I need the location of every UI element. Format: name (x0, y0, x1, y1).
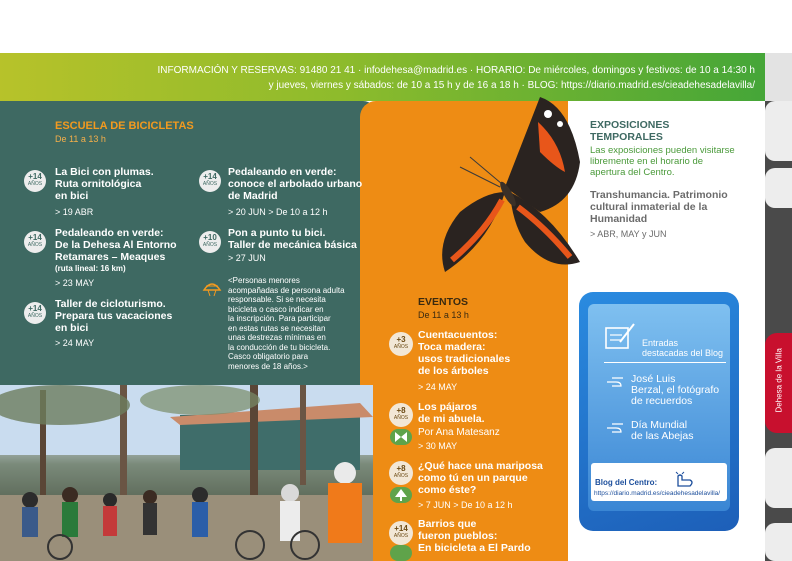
age-badge: +14 AÑOS (24, 231, 46, 253)
side-tab-4[interactable] (765, 523, 792, 561)
age-badge: +8 AÑOS (389, 461, 413, 485)
pointing-hand-icon (606, 376, 624, 388)
evento-2-title[interactable]: Los pájaros de mi abuela. (418, 401, 485, 425)
photo-illustration (0, 385, 373, 561)
blog-footer-url[interactable]: https://diario.madrid.es/cieadehesadelavilla/ (594, 490, 721, 497)
evento-3-date: > 7 JUN > De 10 a 12 h (418, 500, 513, 510)
eventos-subtitle: De 11 a 13 h (418, 310, 469, 320)
exposicion-date: > ABR, MAY y JUN (590, 229, 667, 239)
escuela-item-2-date: > 23 MAY (55, 278, 95, 288)
eventos-title: EVENTOS (418, 296, 468, 308)
escuela-item-4-date: > 20 JUN > De 10 a 12 h (228, 207, 328, 217)
bicycle-icon (390, 545, 412, 561)
notebook-pen-icon (604, 322, 636, 352)
side-tab-2[interactable] (765, 168, 792, 208)
age-badge: +8 AÑOS (389, 403, 413, 427)
evento-1-title[interactable]: Cuentacuentos: Toca madera: usos tradicionales de los árboles (418, 329, 511, 377)
side-tab-label: Dehesa de la Villa (774, 348, 784, 413)
side-tab-3[interactable] (765, 448, 792, 508)
evento-4-title[interactable]: Barrios que fueron pueblos: En bicicleta a El Pardo (418, 518, 531, 554)
blog-header: Entradas destacadas del Blog (642, 338, 724, 358)
escuela-item-1-date: > 19 ABR (55, 207, 94, 217)
evento-2-date: > 30 MAY (418, 441, 458, 451)
age-badge: +3 AÑOS (389, 332, 413, 356)
age-badge: +14 AÑOS (199, 170, 221, 192)
age-badge: +10 AÑOS (199, 231, 221, 253)
side-strip (765, 53, 792, 561)
age-badge: +14 AÑOS (24, 170, 46, 192)
exposiciones-title: EXPOSICIONES TEMPORALES (590, 119, 670, 143)
click-hand-icon (672, 470, 696, 488)
exposicion-title[interactable]: Transhumancia. Patrimonio cultural inmaterial de la Humanidad (590, 189, 728, 225)
info-line-2: y jueves, viernes y sábados: de 10 a 15 h y de 16 a 18 h · BLOG: https://diario.madrid.es/cieadehesadelavilla/ (268, 80, 755, 91)
bicycle-helmet-icon (202, 278, 222, 298)
escuela-title: ESCUELA DE BICICLETAS (55, 120, 194, 132)
side-tab-1[interactable] (765, 101, 792, 161)
escuela-subtitle: De 11 a 13 h (55, 134, 106, 144)
exposiciones-text: Las exposiciones pueden visitarse libremente en el horario de apertura del Centro. (590, 145, 735, 178)
escuela-item-5-title[interactable]: Pon a punto tu bici. Taller de mecánica básica (228, 227, 357, 251)
butterfly-illustration (430, 92, 590, 277)
blog-divider (604, 362, 726, 363)
info-line-1: INFORMACIÓN Y RESERVAS: 91480 21 41 · infodehesa@madrid.es · HORARIO: De miércoles, domingos y festivos: de 10 a 14:30 h (157, 65, 755, 76)
escuela-item-5-date: > 27 JUN (228, 253, 266, 263)
escuela-item-4-title[interactable]: Pedaleando en verde: conoce el arbolado urbano de Madrid (228, 166, 363, 202)
age-badge: +14 AÑOS (389, 521, 413, 545)
evento-2-author: Por Ana Matesanz (418, 427, 500, 438)
cyclists-photo (0, 385, 373, 561)
escuela-item-1-title[interactable]: La Bici con plumas. Ruta ornitológica en bici (55, 166, 154, 202)
escuela-item-3-title[interactable]: Taller de cicloturismo. Prepara tus vacaciones en bici (55, 298, 173, 334)
blog-footer-label: Blog del Centro: (595, 478, 658, 487)
evento-3-title[interactable]: ¿Qué hace una mariposa como tú en un parque como éste? (418, 460, 543, 496)
info-bar (0, 53, 765, 101)
age-badge: +14 AÑOS (24, 302, 46, 324)
tree-icon (390, 487, 412, 503)
blog-entry-2[interactable]: Día Mundial de las Abejas (631, 419, 694, 442)
evento-1-date: > 24 MAY (418, 382, 458, 392)
escuela-item-3-date: > 24 MAY (55, 338, 95, 348)
blog-entry-1[interactable]: José Luis Berzal, el fotógrafo de recuerdos (631, 373, 720, 407)
escuela-note: <Personas menores acompañadas de persona adulta responsable. Si se necesita bicicleta o casco indicar en la inscripción. Para participar en estas rutas se necesitan unas destrezas mínimas en la conducción de tu bicicleta. Casco obligatorio para menores de 18 años.> (228, 276, 345, 371)
pointing-hand-icon (606, 422, 624, 434)
butterfly-icon (390, 429, 412, 445)
escuela-item-2-title[interactable]: Pedaleando en verde: De la Dehesa Al Entorno Retamares – Meaques (ruta lineal: 16 km) (55, 227, 177, 273)
